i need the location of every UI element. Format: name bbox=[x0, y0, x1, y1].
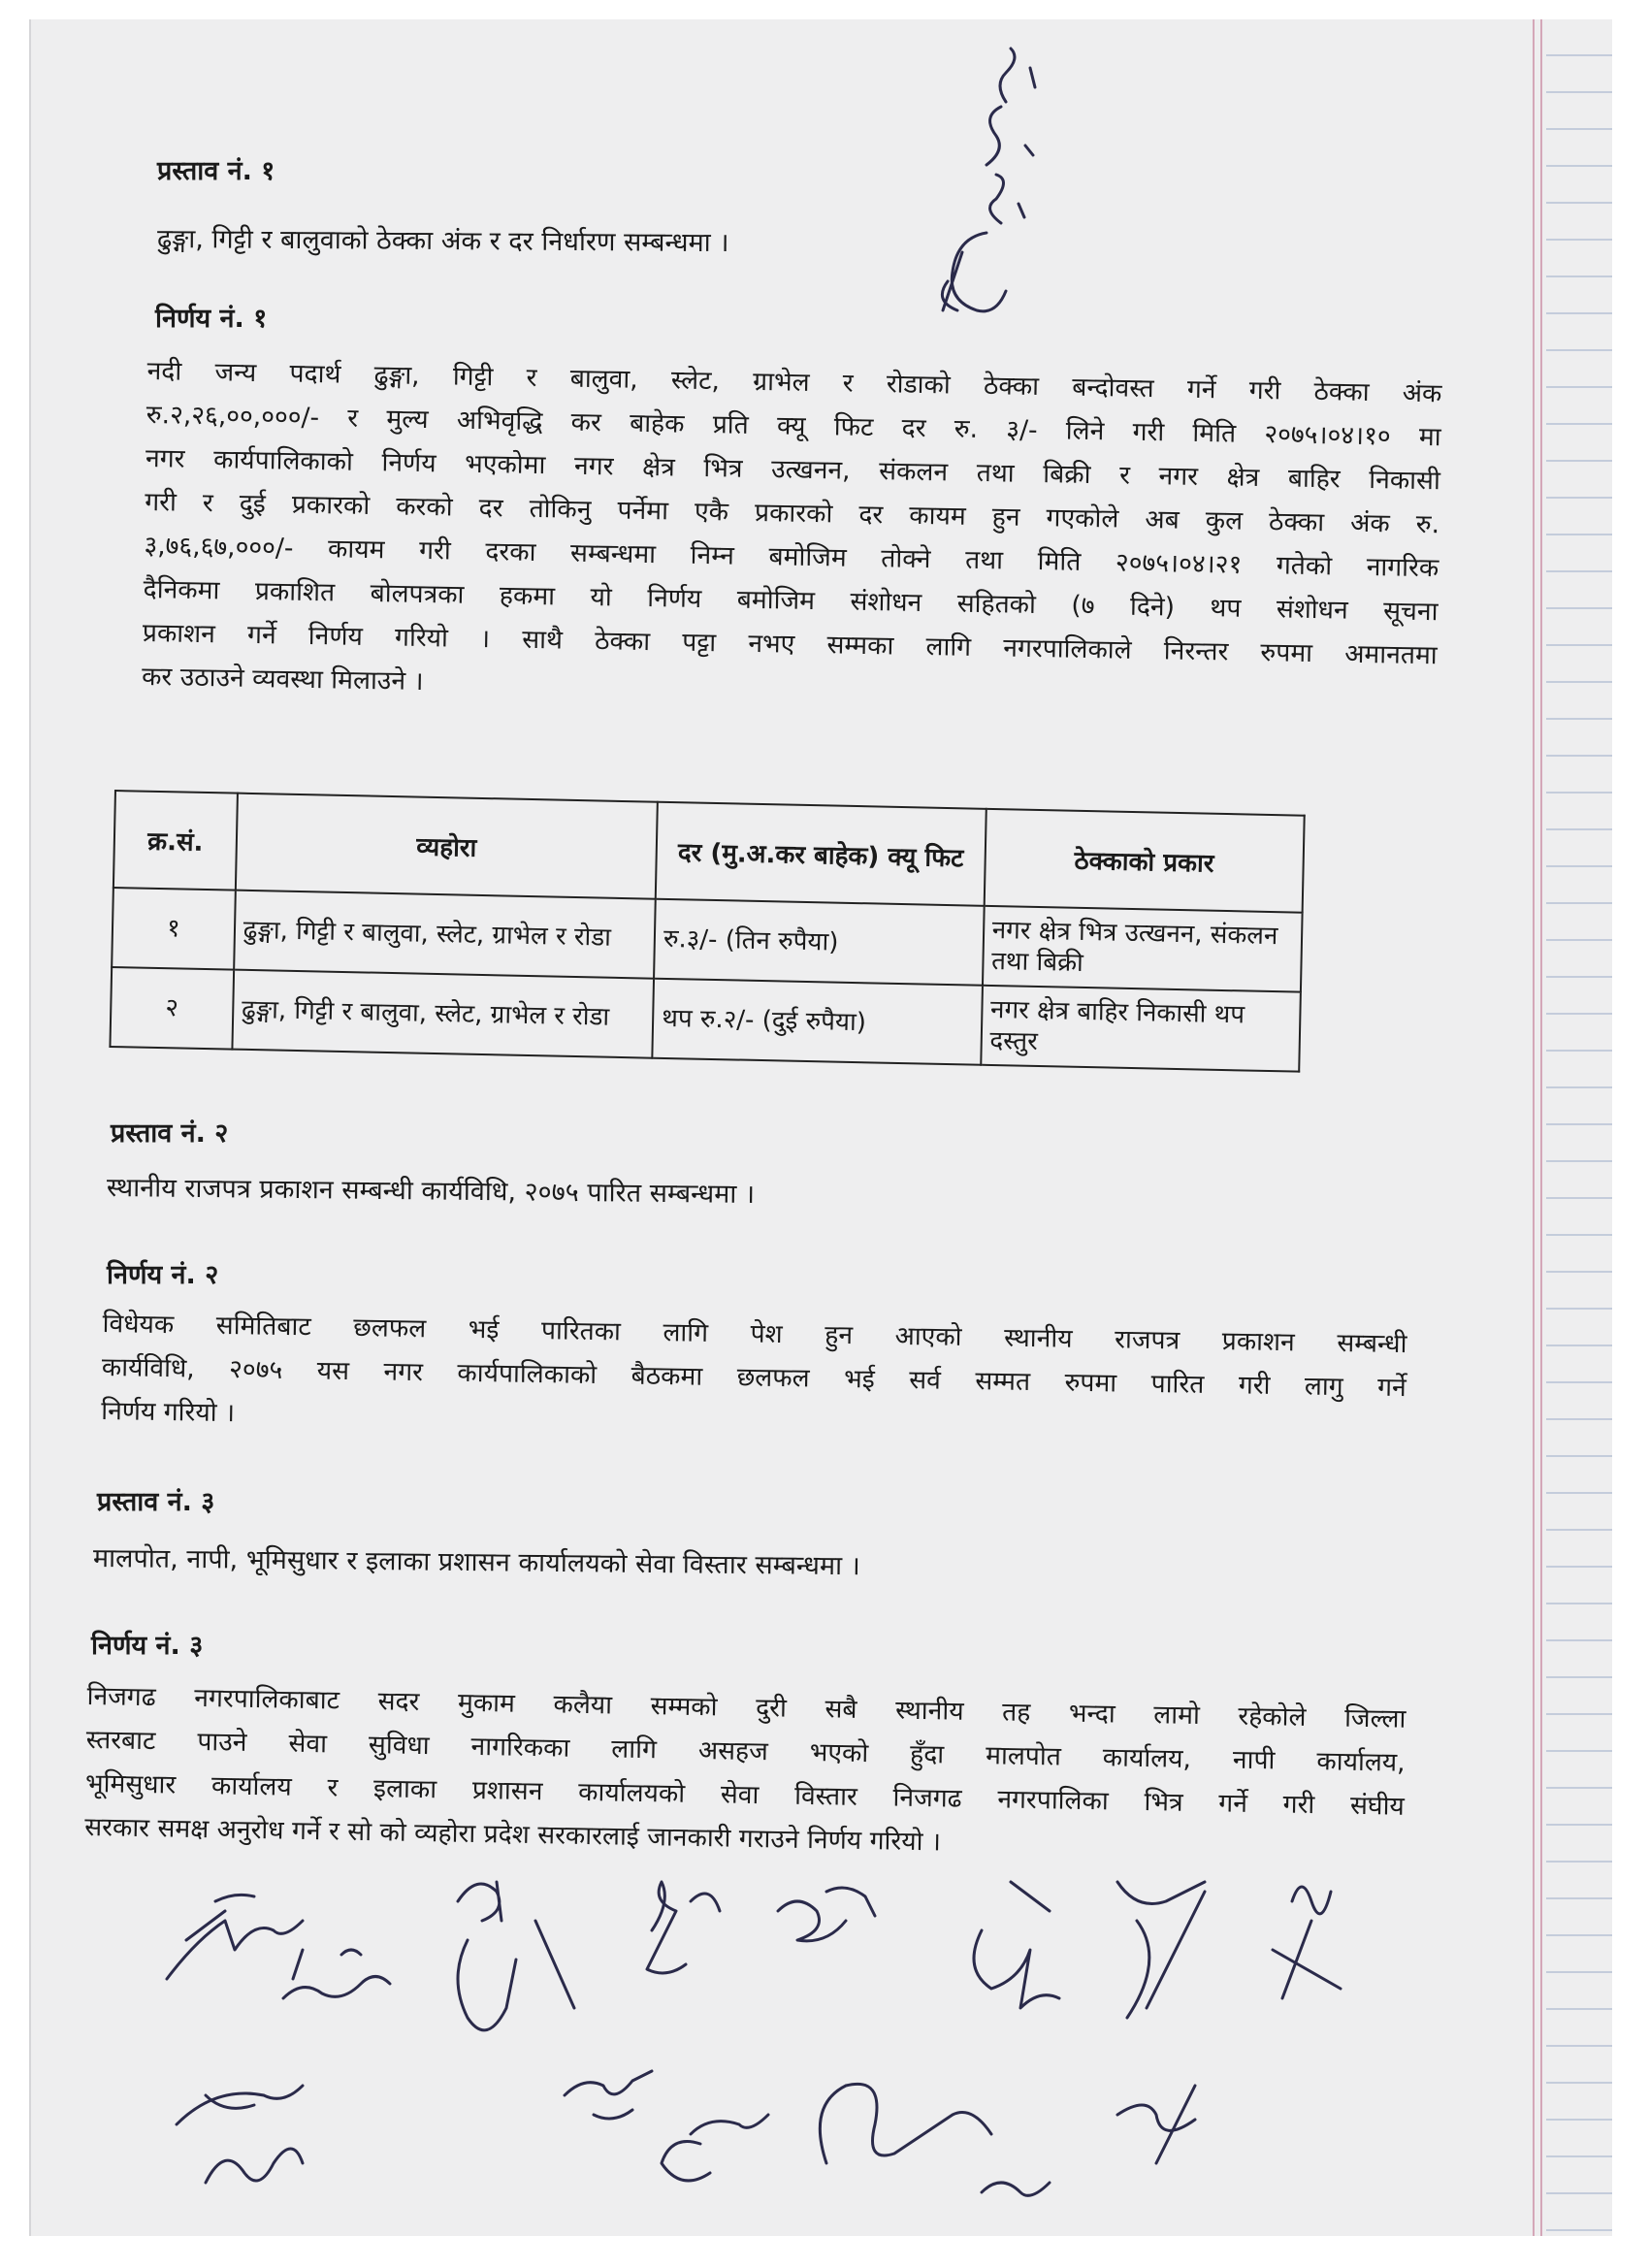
decision-3-line: भूमिसुधार कार्यालय र इलाका प्रशासन कार्यालयको सेवा विस्तार निजगढ नगरपालिका भित्र गर्ने गरी संघीय bbox=[84, 1767, 1406, 1822]
decision-1-line: ३,७६,६७,०००/- कायम गरी दरका सम्बन्धमा निम्न बमोजिम तोक्ने तथा मिति २०७५।०४।२१ गतेको नागरिक bbox=[144, 530, 1439, 584]
decision-3-line: सरकार समक्ष अनुरोध गर्ने र सो को व्यहोरा प्रदेश सरकारलाई जानकारी गराउने निर्णय गरियो । bbox=[83, 1811, 942, 1858]
table-header: दर (मु.अ.कर बाहेक) क्यू फिट bbox=[656, 802, 986, 906]
decision-1-label: निर्णय नं. १ bbox=[155, 304, 268, 334]
decision-2-text bbox=[101, 1302, 1407, 1453]
document-content bbox=[31, 19, 1612, 2236]
table-cell: २ bbox=[110, 967, 234, 1050]
proposal-3-label: प्रस्ताव नं. ३ bbox=[97, 1487, 215, 1517]
proposal-1-text: ढुङ्गा, गिट्टी र बालुवाको ठेक्का अंक र दर निर्धारण सम्बन्धमा । bbox=[156, 224, 729, 259]
table-header: ठेक्काको प्रकार bbox=[984, 809, 1304, 913]
table-cell: नगर क्षेत्र भित्र उत्खनन, संकलन तथा बिक्री bbox=[983, 906, 1303, 992]
document-page bbox=[29, 19, 1612, 2236]
decision-3-line: स्तरबाट पाउने सेवा सुविधा नागरिकका लागि असहज भएको हुँदा मालपोत कार्यालय, नापी कार्यालय, bbox=[85, 1724, 1406, 1778]
proposal-1-label: प्रस्ताव नं. १ bbox=[157, 156, 275, 186]
table-header: क्र.सं. bbox=[113, 791, 238, 891]
decision-2-line: कार्यविधि, २०७५ यस नगर कार्यपालिकाको बैठकमा छलफल भई सर्व सम्मत रुपमा पारित गरी लागु गर्ने bbox=[101, 1351, 1407, 1404]
decision-1-line: नगर कार्यपालिकाको निर्णय भएकोमा नगर क्षेत्र भित्र उत्खनन, संकलन तथा बिक्री र नगर क्षेत्र बाहिर निकासी bbox=[145, 442, 1441, 497]
decision-2-line: विधेयक समितिबाट छलफल भई पारितका लागि पेश हुन आएको स्थानीय राजपत्र प्रकाशन सम्बन्धी bbox=[102, 1308, 1407, 1360]
rate-table bbox=[109, 790, 1305, 1073]
margin-handwritten-note bbox=[904, 29, 1050, 359]
decision-1-line: दैनिकमा प्रकाशित बोलपत्रका हकमा यो निर्णय बमोजिम संशोधन सहितको (७ दिने) थप संशोधन सूचना bbox=[143, 573, 1439, 628]
table-cell: थप रु.२/- (दुई रुपैया) bbox=[652, 979, 982, 1065]
decision-1-line: गरी र दुई प्रकारको करको दर तोकिनु पर्नेमा एकै प्रकारको दर कायम हुन गएकोले अब कुल ठेक्का अंक रु. bbox=[144, 486, 1440, 540]
proposal-2-label: प्रस्ताव नं. २ bbox=[111, 1118, 229, 1149]
table-cell: १ bbox=[112, 888, 236, 970]
decision-3-label: निर्णय नं. ३ bbox=[91, 1631, 204, 1661]
decision-1-line: रु.२,२६,००,०००/- र मुल्य अभिवृद्धि कर बाहेक प्रति क्यू फिट दर रु. ३/- लिने गरी मिति २०७५।०४।१० मा bbox=[146, 399, 1441, 453]
decision-1-line: कर उठाउने व्यवस्था मिलाउने । bbox=[141, 661, 424, 697]
table-cell: नगर क्षेत्र बाहिर निकासी थप दस्तुर bbox=[981, 986, 1301, 1072]
proposal-3-text: मालपोत, नापी, भूमिसुधार र इलाका प्रशासन कार्यालयको सेवा विस्तार सम्बन्धमा । bbox=[92, 1543, 861, 1582]
table-cell: रु.३/- (तिन रुपैया) bbox=[654, 899, 984, 986]
decision-3-line: निजगढ नगरपालिकाबाट सदर मुकाम कलैया सम्मको दुरी सबै स्थानीय तह भन्दा लामो रहेकोले जिल्ला bbox=[86, 1680, 1406, 1734]
table-cell: ढुङ्गा, गिट्टी र बालुवा, स्लेट, ग्राभेल र रोडा bbox=[232, 970, 654, 1058]
signatures-area bbox=[147, 1863, 1408, 2231]
decision-2-label: निर्णय नं. २ bbox=[107, 1260, 219, 1290]
decision-3-text bbox=[84, 1674, 1406, 1872]
decision-2-line: निर्णय गरियो । bbox=[100, 1395, 236, 1429]
table-header: व्यहोरा bbox=[236, 794, 658, 899]
decision-1-line: नदी जन्य पदार्थ ढुङ्गा, गिट्टी र बालुवा, स्लेट, ग्राभेल र रोडाको ठेक्का बन्दोवस्त गर्ने गरी ठेक्का अंक bbox=[146, 355, 1442, 409]
decision-1-line: प्रकाशन गर्ने निर्णय गरियो । साथै ठेक्का पट्टा नभए सम्मका लागि नगरपालिकाले निरन्तर रुपमा अमानतमा bbox=[142, 617, 1438, 671]
table-cell: ढुङ्गा, गिट्टी र बालुवा, स्लेट, ग्राभेल र रोडा bbox=[234, 891, 656, 979]
decision-1-text bbox=[142, 349, 1442, 721]
proposal-2-text: स्थानीय राजपत्र प्रकाशन सम्बन्धी कार्यविधि, २०७५ पारित सम्बन्धमा । bbox=[106, 1173, 756, 1210]
